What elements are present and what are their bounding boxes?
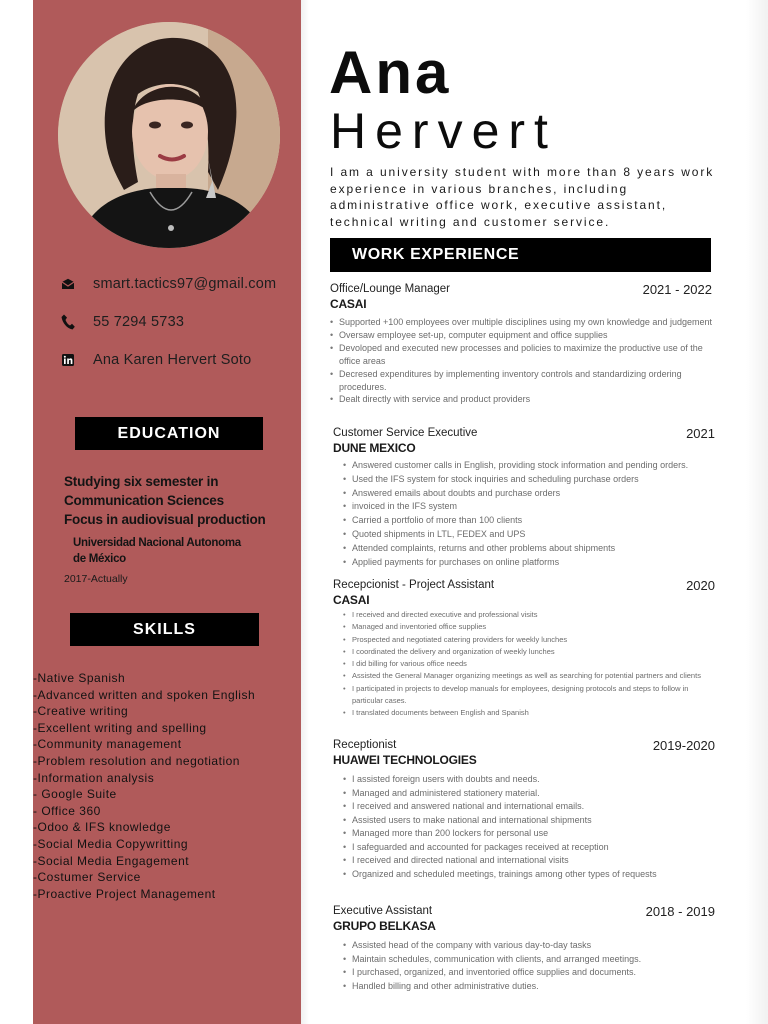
job-role: Office/Lounge Manager [330, 283, 450, 295]
skill-item: -Information analysis [33, 770, 155, 785]
job-bullet: • I did billing for various office needs [343, 658, 715, 670]
job-bullet: • Answered emails about doubts and purchase orders [343, 487, 715, 501]
job-bullets [330, 316, 712, 406]
profile-summary: I am a university student with more than 8 years work experience in various branches, including administrative office work, executive assistant, technical writing and customer service. [330, 165, 715, 229]
job-bullets [333, 939, 715, 993]
skill-item: -Odoo & IFS knowledge [33, 820, 171, 835]
job-bullet: • Managed and administered stationery material. [343, 787, 715, 801]
skill-item: -Community management [33, 737, 182, 752]
job-company: GRUPO BELKASA [333, 919, 436, 933]
job-bullets [333, 609, 715, 720]
job-bullet: • invoiced in the IFS system [343, 500, 715, 514]
skill-item: -Social Media Copywritting [33, 836, 189, 851]
job-bullets [333, 773, 715, 881]
job-bullet: • I coordinated the delivery and organization of weekly lunches [343, 646, 715, 658]
job-bullet: • Oversaw employee set-up, computer equipment and office supplies [330, 329, 712, 342]
page-edge [746, 0, 768, 1024]
education-section [64, 472, 294, 585]
linkedin-icon [59, 351, 77, 369]
job-role: Executive Assistant [333, 905, 433, 917]
job-bullet: • I safeguarded and accounted for packages received at reception [343, 841, 715, 855]
job-role: Receptionist [333, 739, 397, 751]
job-bullet: • Maintain schedules, communication with clients, and arranged meetings. [343, 953, 715, 967]
job-bullet: • Assisted head of the company with various day-to-day tasks [343, 939, 715, 953]
skill-item: -Proactive Project Management [33, 886, 216, 901]
job-bullet: • Managed and inventoried office supplies [343, 621, 715, 633]
job-dates: 2019-2020 [652, 738, 715, 753]
job-bullet: • I received and directed national and international visits [343, 854, 715, 868]
skill-item: -Advanced written and spoken English [33, 687, 256, 702]
job-bullet: • Applied payments for purchases on online platforms [343, 556, 715, 570]
skills-list [33, 670, 258, 902]
job-bullet: • Used the IFS system for stock inquiries and scheduling purchase orders [343, 473, 715, 487]
education-years: 2017-Actually [64, 573, 128, 585]
job-bullet: • Dealt directly with service and product providers [330, 393, 712, 406]
job-entry [333, 426, 715, 569]
skills-heading: SKILLS [70, 613, 259, 646]
education-study: Studying six semester in Communication Sciences Focus in audiovisual production [64, 474, 266, 527]
contact-phone [59, 310, 184, 334]
linkedin-text: Ana Karen Hervert Soto [93, 352, 252, 368]
job-bullet: • Supported +100 employees over multiple disciplines using my own knowledge and judgement [330, 316, 712, 329]
job-bullet: • Prospected and negotiated catering providers for weekly lunches [343, 634, 715, 646]
job-bullet: • Assisted users to make national and international shipments [343, 814, 715, 828]
job-company: DUNE MEXICO [333, 441, 416, 455]
skill-item: - Google Suite [33, 787, 117, 802]
profile-photo [58, 22, 280, 248]
job-role: Recepcionist - Project Assistant [333, 579, 495, 591]
job-bullet: • I participated in projects to develop manuals for employees, designing protocols and steps to follow in particular cases. [343, 683, 715, 708]
skill-item: -Problem resolution and negotiation [33, 753, 240, 768]
job-entry [333, 904, 715, 993]
phone-icon [59, 313, 77, 331]
first-name: Ana [329, 39, 452, 106]
job-entry [333, 738, 715, 881]
job-dates: 2021 [686, 426, 715, 441]
job-bullet: • I received and directed executive and professional visits [343, 609, 715, 621]
job-entry [333, 578, 715, 720]
job-bullet: • Answered customer calls in English, providing stock information and pending orders. [343, 459, 715, 473]
job-role: Customer Service Executive [333, 427, 478, 439]
job-entry [330, 282, 712, 406]
job-company: HUAWEI TECHNOLOGIES [333, 753, 477, 767]
education-university: Universidad Nacional Autonoma de México [73, 537, 241, 565]
education-heading: EDUCATION [75, 417, 263, 450]
job-bullet: • Handled billing and other administrative duties. [343, 980, 715, 994]
skill-item: -Costumer Service [33, 870, 141, 885]
skill-item: -Excellent writing and spelling [33, 720, 207, 735]
skill-item: - Office 360 [33, 803, 101, 818]
work-experience-heading: WORK EXPERIENCE [330, 238, 711, 272]
job-bullets [333, 459, 715, 569]
skill-item: -Creative writing [33, 704, 129, 719]
job-bullet: • Organized and scheduled meetings, trainings among other types of requests [343, 868, 715, 882]
envelope-icon [59, 275, 77, 293]
job-dates: 2020 [686, 578, 715, 593]
job-bullet: • I translated documents between English and Spanish [343, 707, 715, 719]
email-text: smart.tactics97@gmail.com [93, 276, 277, 292]
job-bullet: • Attended complaints, returns and other problems about shipments [343, 542, 715, 556]
job-bullet: • Quoted shipments in LTL, FEDEX and UPS [343, 528, 715, 542]
job-bullet: • Devoloped and executed new processes and policies to maximize the productive use of the office areas [330, 342, 712, 368]
job-bullet: • Carried a portfolio of more than 100 clients [343, 514, 715, 528]
job-bullet: • Assisted the General Manager organizing meetings as well as searching for potential partners and clients [343, 670, 715, 682]
job-bullet: • Decresed expenditures by implementing inventory controls and standardizing ordering procedures. [330, 368, 712, 394]
job-bullet: • I purchased, organized, and inventoried office supplies and documents. [343, 966, 715, 980]
job-dates: 2018 - 2019 [645, 904, 715, 919]
job-bullet: • Managed more than 200 lockers for personal use [343, 827, 715, 841]
job-bullet: • I assisted foreign users with doubts and needs. [343, 773, 715, 787]
skill-item: -Social Media Engagement [33, 853, 190, 868]
phone-text: 55 7294 5733 [93, 314, 185, 330]
job-dates: 2021 - 2022 [642, 282, 712, 297]
job-company: CASAI [333, 593, 370, 607]
last-name: Hervert [330, 103, 557, 159]
contact-email [59, 272, 276, 296]
job-bullet: • I received and answered national and international emails. [343, 800, 715, 814]
contact-linkedin [59, 348, 251, 372]
page-shadow [301, 0, 309, 1024]
job-company: CASAI [330, 297, 367, 311]
skill-item: -Native Spanish [33, 671, 126, 685]
